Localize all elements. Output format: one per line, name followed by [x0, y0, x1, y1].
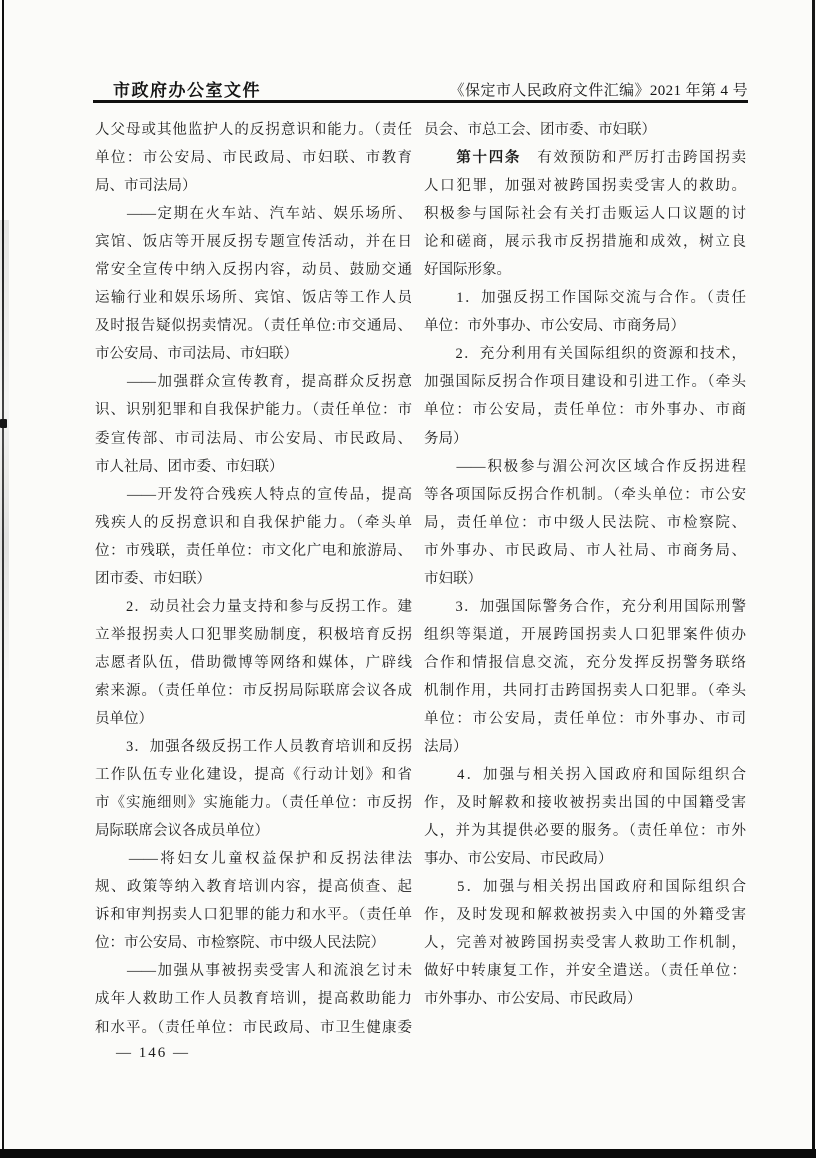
text-line: 单位：市公安局，责任单位：市外事办、市司: [424, 710, 746, 727]
text-line: 宾馆、饭店等开展反拐专题宣传活动，并在日: [95, 234, 412, 251]
text-line: 运输行业和娱乐场所、宾馆、饭店等工作人员: [95, 290, 412, 307]
text-line: 员单位）: [95, 710, 153, 727]
text-line: 市人社局、团市委、市妇联）: [95, 458, 284, 475]
text-line: 单位：市公安局、市民政局、市妇联、市教育: [95, 150, 412, 167]
text-line: 诉和审判拐卖人口犯罪的能力和水平。（责任单: [95, 907, 412, 924]
text-line: ——积极参与湄公河次区域合作反拐进程: [424, 458, 746, 475]
header-left-title: 市政府办公室文件: [113, 81, 261, 100]
left-column: [95, 116, 412, 1042]
text-line: ——加强从事被拐卖受害人和流浪乞讨未: [95, 963, 412, 980]
text-line: 3．加强各级反拐工作人员教育培训和反拐: [95, 739, 412, 756]
text-line: 残疾人的反拐意识和自我保护能力。（牵头单: [95, 514, 412, 531]
header-right-title: 《保定市人民政府文件汇编》2021 年第 4 号: [449, 83, 748, 99]
text-line: 常安全宣传中纳入反拐内容，动员、鼓励交通: [95, 262, 412, 279]
text-line: 2．充分利用有关国际组织的资源和技术，: [424, 346, 746, 363]
text-line: 人，并为其提供必要的服务。（责任单位：市外: [424, 823, 746, 840]
text-line: 局，责任单位：市中级人民法院、市检察院、: [424, 514, 746, 531]
text-line: 务局）: [424, 430, 468, 447]
text-line: 4．加强与相关拐入国政府和国际组织合: [424, 767, 746, 784]
text-line: 等各项国际反拐合作机制。（牵头单位：市公安: [424, 486, 746, 503]
text-line: 2．动员社会力量支持和参与反拐工作。建: [95, 598, 412, 615]
header-rule: [93, 100, 748, 103]
scan-mark-left: [0, 419, 7, 428]
text-line: 人父母或其他监护人的反拐意识和能力。（责任: [95, 122, 412, 138]
text-line: 积极参与国际社会有关打击贩运人口议题的讨: [424, 206, 746, 223]
text-line: 单位：市外事办、市公安局、市商务局）: [424, 318, 685, 335]
text-line: 第十四条 有效预防和严厉打击跨国拐卖: [456, 150, 746, 167]
text-line: 人口犯罪，加强对被跨国拐卖受害人的救助。: [424, 178, 746, 195]
text-line: 组织等渠道，开展跨国拐卖人口犯罪案件侦办: [424, 626, 746, 643]
text-line: 局、市司法局）: [95, 178, 197, 195]
scan-edge-left: [2, 0, 4, 1158]
text-line: 局际联席会议各成员单位）: [95, 823, 269, 840]
text-line: 人，完善对被跨国拐卖受害人救助工作机制，: [424, 935, 746, 952]
text-line: 工作队伍专业化建设，提高《行动计划》和省: [95, 767, 412, 784]
text-line: 团市委、市妇联）: [95, 570, 211, 587]
scan-edge-bottom: [0, 1149, 816, 1158]
text-line: 法局）: [424, 739, 468, 756]
text-line: ——将妇女儿童权益保护和反拐法律法: [95, 851, 412, 868]
text-line: 好国际形象。: [424, 262, 511, 279]
scan-edge-right: [812, 0, 815, 1158]
text-line: 成年人救助工作人员教育培训，提高救助能力: [95, 991, 412, 1008]
text-line: 位：市残联，责任单位：市文化广电和旅游局、: [95, 542, 412, 559]
text-line: 3．加强国际警务合作，充分利用国际刑警: [424, 598, 746, 615]
text-line: 市妇联）: [424, 570, 482, 587]
text-line: 合作和情报信息交流，充分发挥反拐警务联络: [424, 654, 746, 671]
text-line: 市外事办、市民政局、市人社局、市商务局、: [424, 542, 746, 559]
text-line: 委宣传部、市司法局、市公安局、市民政局、: [95, 430, 412, 447]
text-line: ——开发符合残疾人特点的宣传品，提高: [95, 486, 412, 503]
text-line: ——加强群众宣传教育，提高群众反拐意: [95, 374, 412, 391]
text-line: 作，及时解救和接收被拐卖出国的中国籍受害: [424, 795, 746, 812]
text-line: 作，及时发现和解救被拐卖入中国的外籍受害: [424, 907, 746, 924]
text-line: 识、识别犯罪和自我保护能力。（责任单位：市: [95, 402, 412, 419]
text-line: 单位：市公安局，责任单位：市外事办、市商: [424, 402, 746, 419]
text-line: ——定期在火车站、汽车站、娱乐场所、: [95, 206, 412, 223]
text-line: 索来源。（责任单位：市反拐局际联席会议各成: [95, 682, 412, 699]
text-line: 规、政策等纳入教育培训内容，提高侦查、起: [95, 879, 412, 896]
text-line: 5．加强与相关拐出国政府和国际组织合: [424, 879, 746, 896]
text-line: 位：市公安局、市检察院、市中级人民法院）: [95, 935, 385, 952]
right-column: [424, 116, 746, 1014]
page-number: — 146 —: [116, 1045, 190, 1061]
text-line: 市《实施细则》实施能力。（责任单位：市反拐: [95, 795, 412, 812]
text-line: 员会、市总工会、团市委、市妇联）: [424, 122, 656, 138]
text-line: 及时报告疑似拐卖情况。（责任单位:市交通局、: [95, 318, 412, 335]
text-line: 机制作用，共同打击跨国拐卖人口犯罪。（牵头: [424, 682, 746, 699]
text-line: 论和磋商，展示我市反拐措施和成效，树立良: [424, 234, 746, 251]
text-line: 做好中转康复工作，并安全遣送。（责任单位：: [424, 963, 746, 980]
text-line: 立举报拐卖人口犯罪奖励制度，积极培育反拐: [95, 626, 412, 643]
text-line: 市公安局、市司法局、市妇联）: [95, 346, 298, 363]
text-line: 和水平。（责任单位：市民政局、市卫生健康委: [95, 1019, 412, 1036]
text-line: 事办、市公安局、市民政局）: [424, 851, 613, 868]
text-line: 市外事办、市公安局、市民政局）: [424, 991, 642, 1008]
text-line: 志愿者队伍，借助微博等网络和媒体，广辟线: [95, 654, 412, 671]
text-line: 1．加强反拐工作国际交流与合作。（责任: [424, 290, 746, 307]
article-number-bold: 第十四条: [456, 150, 522, 167]
text-line: 加强国际反拐合作项目建设和引进工作。（牵头: [424, 374, 746, 391]
